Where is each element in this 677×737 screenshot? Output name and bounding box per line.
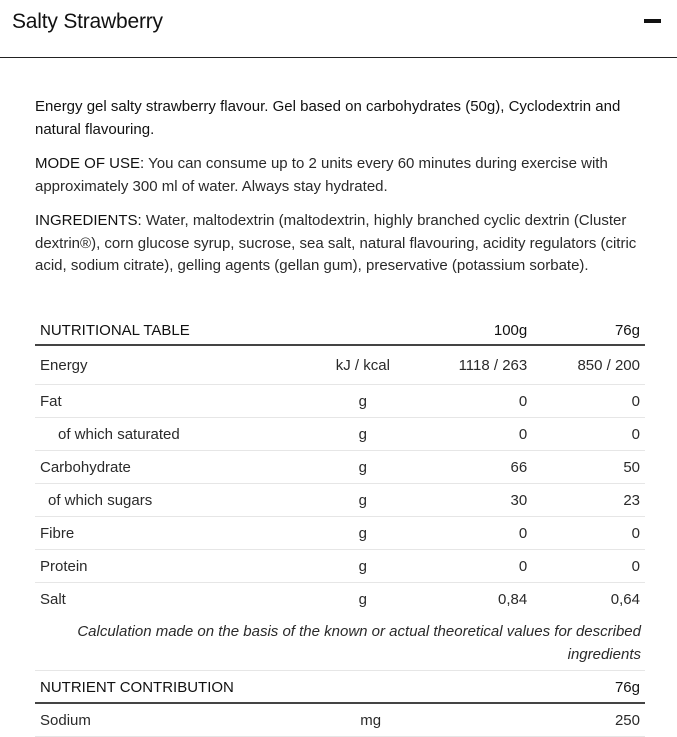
nutrient-unit: g — [358, 590, 367, 608]
table-row — [35, 703, 645, 737]
product-description: Energy gel salty strawberry flavour. Gel based on carbohydrates (50g), Cyclodextrin and natural flavouring. — [35, 98, 621, 138]
table-header-row — [35, 316, 645, 345]
nutrient-name: Salt — [40, 590, 66, 608]
value-per-76g: 0,64 — [610, 590, 640, 608]
table-row — [35, 385, 645, 418]
nutrient-name: Protein — [35, 550, 303, 583]
value-per-100g: 66 — [423, 451, 533, 484]
unit-column-header — [298, 672, 443, 703]
ingredients-text: Water, maltodextrin (maltodextrin, highly branched cyclic dextrin (Cluster dextrin®), corn glucose syrup, sucrose, sea salt, natural flavouring, acidity regulators (citric acid, sodium citrate), gelling agents (gellan gum), preservative (potassium sorbate). — [35, 212, 637, 274]
table-row — [35, 517, 645, 550]
nutrient-contribution-heading: NUTRIENT CONTRIBUTION — [35, 672, 298, 703]
nutrient-unit: g — [303, 517, 423, 550]
table-row — [35, 345, 645, 385]
value-per-100g: 30 — [423, 484, 533, 517]
divider — [35, 670, 645, 671]
value-per-76g: 50 — [532, 451, 645, 484]
nutrient-contribution-table — [35, 672, 645, 737]
value-per-76g: 0 — [532, 385, 645, 418]
nutrient-name: Energy — [35, 345, 303, 385]
value-per-100g: 0 — [423, 385, 533, 418]
nutrient-name: Fat — [35, 385, 303, 418]
value-per-76g: 0 — [532, 517, 645, 550]
product-title: Salty Strawberry — [12, 10, 163, 33]
ingredients-label: INGREDIENTS: — [35, 212, 142, 229]
collapse-button[interactable] — [635, 8, 669, 34]
value-per-76g: 0 — [532, 418, 645, 451]
nutrient-unit: g — [303, 418, 423, 451]
accordion-header[interactable] — [0, 0, 677, 58]
per-76g-column-header: 76g — [532, 316, 645, 345]
value-per-76g: 250 — [443, 703, 645, 737]
nutrient-name: Carbohydrate — [35, 451, 303, 484]
calculation-note: Calculation made on the basis of the known or actual theoretical values for described ingredients — [77, 623, 641, 663]
unit-column-header — [303, 316, 423, 345]
value-per-76g: 850 / 200 — [532, 345, 645, 385]
value-per-76g: 0 — [532, 550, 645, 583]
nutrient-unit: g — [303, 385, 423, 418]
nutrient-name: of which saturated — [35, 418, 303, 451]
nutrient-unit: g — [303, 484, 423, 517]
nutrient-unit: kJ / kcal — [303, 345, 423, 385]
value-per-100g: 0 — [423, 550, 533, 583]
value-per-100g: 0 — [423, 517, 533, 550]
value-per-76g: 23 — [532, 484, 645, 517]
nutrient-unit: mg — [298, 703, 443, 737]
table-row — [35, 484, 645, 517]
nutrient-unit: g — [303, 451, 423, 484]
value-per-100g: 0,84 — [498, 590, 528, 608]
mode-of-use — [35, 153, 645, 198]
nutrient-name: Sodium — [35, 703, 298, 737]
mode-of-use-text: You can consume up to 2 units every 60 minutes during exercise with approximately 300 ml of water. Always stay hydrated. — [35, 155, 608, 195]
table-row — [35, 418, 645, 451]
per-100g-column-header: 100g — [423, 316, 533, 345]
value-per-100g: 0 — [423, 418, 533, 451]
value-per-100g: 1118 / 263 — [423, 345, 533, 385]
ingredients — [35, 210, 645, 278]
nutrient-unit: g — [303, 550, 423, 583]
table-header-row — [35, 672, 645, 703]
nutritional-table — [35, 316, 645, 615]
nutrient-name: Fibre — [35, 517, 303, 550]
mode-of-use-label: MODE OF USE: — [35, 155, 145, 172]
table-row — [35, 550, 645, 583]
table-row — [35, 583, 645, 616]
table-row — [35, 451, 645, 484]
minus-icon[interactable] — [644, 19, 661, 23]
per-76g-column-header: 76g — [443, 672, 645, 703]
nutritional-table-heading: NUTRITIONAL TABLE — [35, 316, 303, 345]
nutrient-name: of which sugars — [35, 484, 303, 517]
